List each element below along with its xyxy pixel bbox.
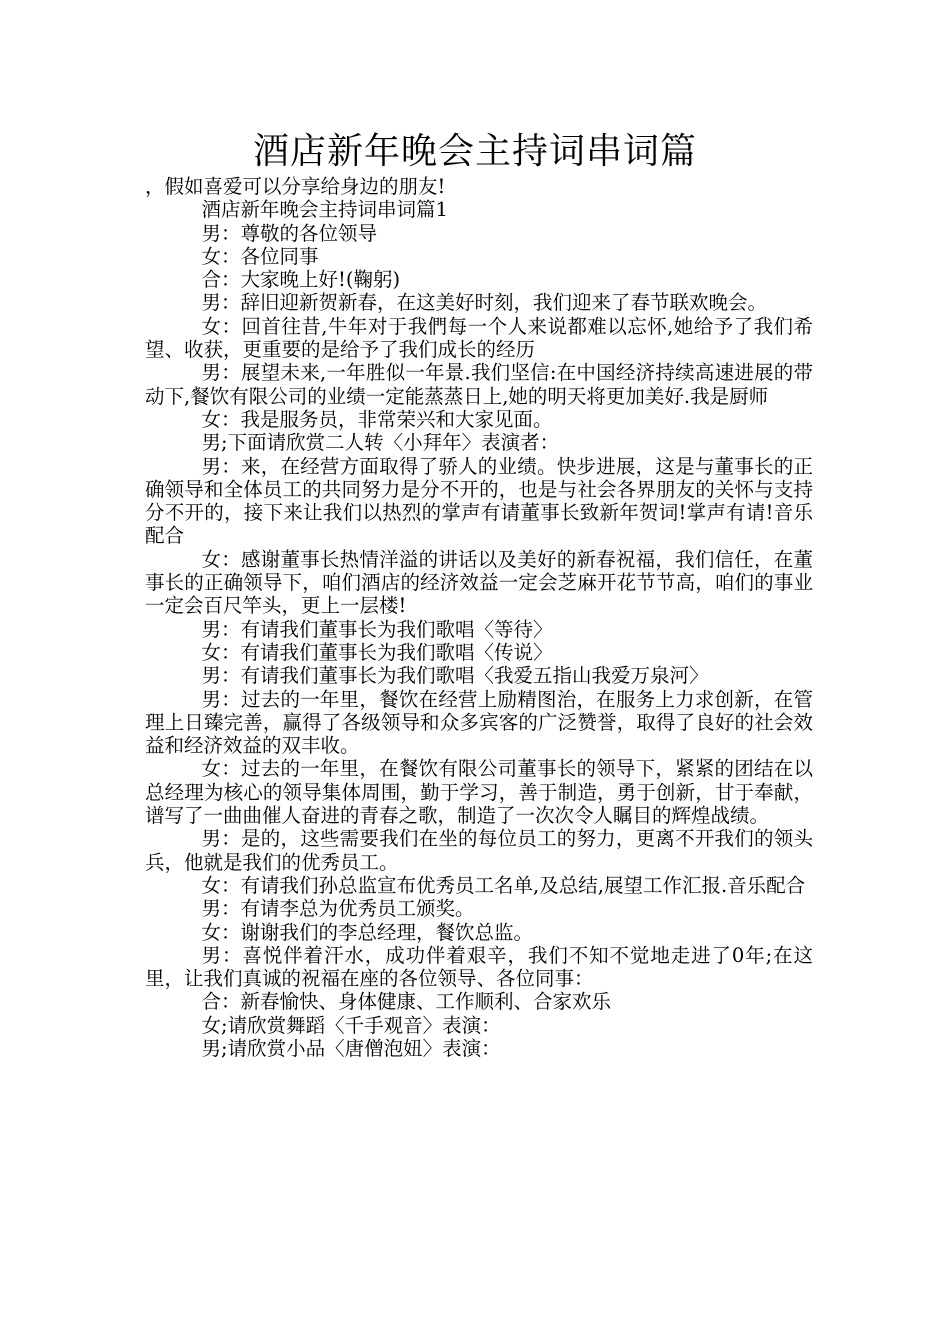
paragraph: 女：回首往昔,牛年对于我們每一个人来说都难以忘怀,她给予了我们希望、收获，更重要的是给予了我们成长的经历 [145,314,813,362]
paragraph: 合：新春愉快、身体健康、工作顺利、合家欢乐 [201,990,612,1014]
paragraph: 女：有请我们孙总监宣布优秀员工名单,及总结,展望工作汇报.音乐配合 [201,873,806,897]
paragraph: 男：展望未来,一年胜似一年景.我们坚信:在中国经济持续高速进展的带动下,餐饮有限公司的业绩一定能蒸蒸日上,她的明天将更加美好.我是厨师 [145,361,813,408]
paragraph: 男：喜悦伴着汗水，成功伴着艰辛，我们不知不觉地走进了0年;在这里，让我们真诚的祝福在座的各位领导、各位同事： [145,943,813,991]
paragraph: 男：过去的一年里，餐饮在经营上励精图治，在服务上力求创新，在管理上日臻完善，赢得了各级领导和众多宾客的广泛赞誉，取得了良好的社会效益和经济效益的双丰收。 [145,687,813,758]
paragraph: 男：辞旧迎新贺新春，在这美好时刻，我们迎来了春节联欢晚会。 [201,291,768,315]
paragraph: 男：有请李总为优秀员工颁奖。 [201,897,475,921]
paragraph: 女：有请我们董事长为我们歌唱〈传说〉 [201,640,553,664]
document-title: 酒店新年晚会主持词串词篇 [252,131,697,172]
paragraph: 男：有请我们董事长为我们歌唱〈等待〉 [201,617,553,641]
section-heading: 酒店新年晚会主持词串词篇1 [201,198,448,222]
paragraph: 女：各位同事 [201,244,319,268]
paragraph: 男：来，在经营方面取得了骄人的业绩。快步进展，这是与董事长的正确领导和全体员工的共同努力是分不开的，也是与社会各界朋友的关怀与支持分不开的，接下来让我们以热烈的掌声有请董事长致新年贺词!掌声有请!音乐配合 [145,454,813,548]
paragraph: 女：我是服务员，非常荣兴和大家见面。 [201,407,553,431]
document-body [145,175,813,1060]
paragraph: 女;请欣赏舞蹈〈千手观音〉表演： [201,1013,501,1037]
paragraph: 男;请欣赏小品〈唐僧泡妞〉表演： [201,1036,501,1060]
paragraph: 男：是的，这些需要我们在坐的每位员工的努力，更离不开我们的领头兵，他就是我们的优秀员工。 [145,827,813,874]
paragraph: 男：尊敬的各位领导 [201,221,378,245]
paragraph: 男：有请我们董事长为我们歌唱〈我爱五指山我爱万泉河〉 [201,664,709,688]
paragraph: 合：大家晚上好!(鞠躬) [201,268,401,292]
paragraph: 女：谢谢我们的李总经理，餐饮总监。 [201,920,534,944]
intro-line: ，假如喜爱可以分享给身边的朋友! [145,175,446,198]
paragraph: 男;下面请欣赏二人转〈小拜年〉表演者： [201,431,560,455]
paragraph: 女：过去的一年里，在餐饮有限公司董事长的领导下，紧紧的团结在以总经理为核心的领导集体周围，勤于学习，善于制造，勇于创新，甘于奉献，谱写了一曲曲催人奋进的青春之歌，制造了一次次令人瞩目的辉煌战绩。 [145,757,813,828]
paragraph: 女：感谢董事长热情洋溢的讲话以及美好的新春祝福，我们信任，在董事长的正确领导下，咱们酒店的经济效益一定会芝麻开花节节高，咱们的事业一定会百尺竿头，更上一层楼! [145,547,813,618]
